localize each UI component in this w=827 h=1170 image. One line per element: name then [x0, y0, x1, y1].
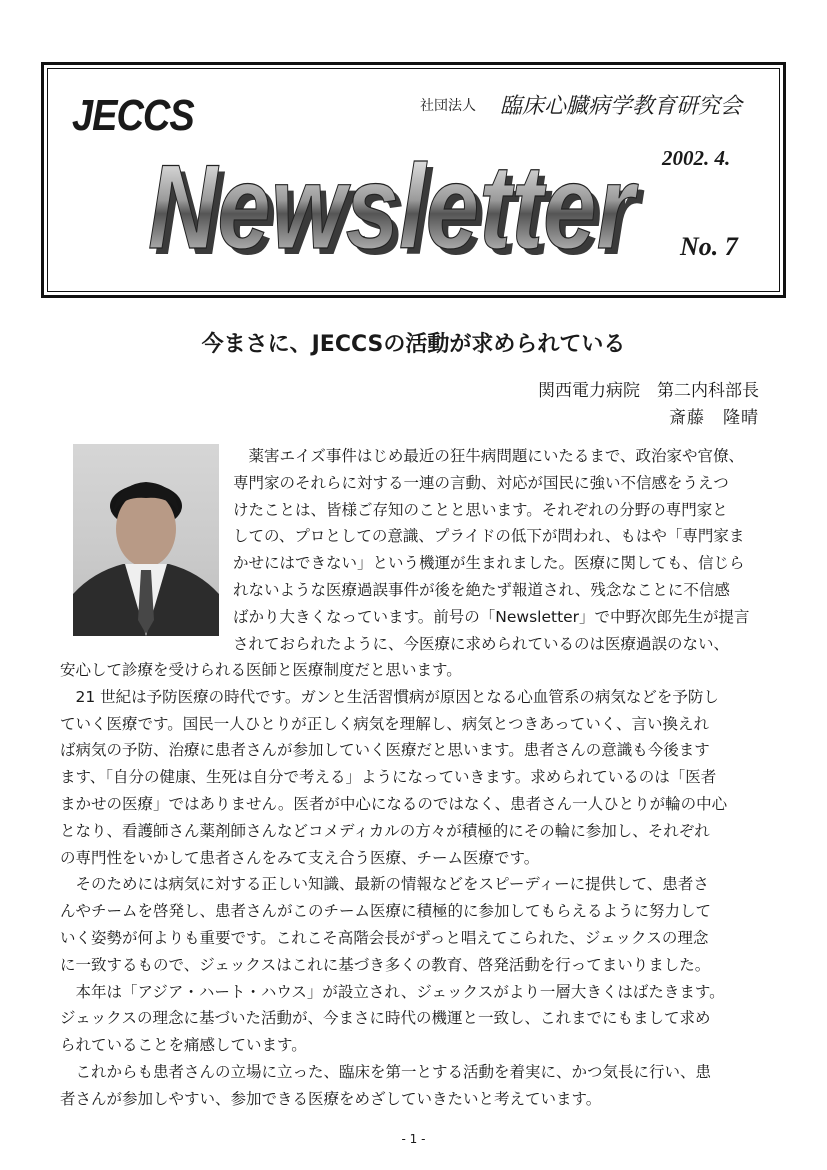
org-name: 臨床心臓病学教育研究会 — [500, 94, 743, 119]
text-line: ばかり大きくなっています。前号の「Newsletter」で中野次郎先生が提言 — [233, 607, 750, 626]
text-line: 者さんが参加しやすい、参加できる医療をめざしていきたいと考えています。 — [60, 1089, 602, 1108]
text-line: 安心して診療を受けられる医師と医療制度だと思います。 — [60, 661, 462, 679]
text-line: 専門家のそれらに対する一連の言動、対応が国民に強い不信感をうえつ — [233, 473, 729, 492]
author-name: 斎藤 隆晴 — [669, 408, 759, 428]
text-line: 薬害エイズ事件はじめ最近の狂牛病問題にいたるまで、政治家や官僚、 — [233, 447, 745, 465]
text-line: れないような医療過誤事件が後を絶たず報道され、残念なことに不信感 — [233, 580, 730, 599]
text-line: 21 世紀は予防医療の時代です。ガンと生活習慣病が原因となる心血管系の病気などを予防し — [60, 687, 719, 706]
text-line: られていることを痛感しています。 — [60, 1036, 307, 1055]
issue-number: No. 7 — [680, 232, 738, 261]
svg-text:Newsletter: Newsletter — [154, 150, 646, 270]
brand-logo: JECCS — [72, 92, 194, 141]
text-line: まかせの医療」ではありません。医者が中心になるのではなく、患者さん一人ひとりが輪の中心 — [60, 794, 728, 813]
text-line: ます、「自分の健康、生死は自分で考える」ようになっていきます。求められているのは「医者 — [60, 768, 717, 787]
text-line: 本年は「アジア・ハート・ハウス」が設立され、ジェックスがより一層大きくはばたきます。 — [60, 982, 725, 1001]
text-line: されておられたように、今医療に求められているのは医療過誤のない、 — [233, 634, 730, 653]
text-line: の専門性をいかして患者さんをみて支え合う医療、チーム医療です。 — [60, 848, 540, 867]
author-photo — [73, 444, 219, 636]
text-line: いく姿勢が何よりも重要です。これこそ高階会長がずっと唱えてこられた、ジェックスの理念 — [60, 928, 709, 947]
author-department: 関西電力病院 第二内科部長 — [538, 381, 759, 401]
article-intro — [233, 443, 750, 657]
text-line: かせにはできない」という機運が生まれました。医療に関しても、信じら — [233, 554, 745, 573]
text-line: んやチームを啓発し、患者さんがこのチーム医療に積極的に参加してもらえるように努力して — [60, 902, 712, 921]
masthead-title — [148, 150, 648, 270]
issue-date: 2002. 4. — [662, 146, 731, 170]
page-number: - 1 - — [401, 1132, 426, 1146]
text-line: ジェックスの理念に基づいた活動が、今まさに時代の機運と一致し、これまでにもまして求め — [60, 1009, 711, 1028]
article-body — [60, 657, 727, 1113]
text-line: に一致するもので、ジェックスはこれに基づき多くの教育、啓発活動を行ってまいりました。 — [60, 955, 711, 974]
org-type: 社団法人 — [420, 98, 476, 114]
text-line: しての、プロとしての意識、プライドの低下が問われ、もはや「専門家ま — [233, 527, 745, 546]
text-line: となり、看護師さん薬剤師さんなどコメディカルの方々が積極的にその輪に参加し、それぞれ — [60, 821, 710, 840]
text-line: ていく医療です。国民一人ひとりが正しく病気を理解し、病気とつきあっていく、言い換えれ — [60, 714, 709, 733]
text-line: けたことは、皆様ご存知のことと思います。それぞれの分野の専門家と — [233, 500, 728, 519]
text-line: ば病気の予防、治療に患者さんが参加していく医療だと思います。患者さんの意識も今後ます — [60, 741, 710, 760]
text-line: そのためには病気に対する正しい知識、最新の情報などをスピーディーに提供して、患者さ — [60, 875, 709, 894]
text-line: これからも患者さんの立場に立った、臨床を第一とする活動を着実に、かつ気長に行い、患 — [60, 1062, 712, 1081]
article-title: 今まさに、JECCSの活動が求められている — [201, 332, 626, 357]
masthead-text: Newsletter — [148, 150, 640, 270]
